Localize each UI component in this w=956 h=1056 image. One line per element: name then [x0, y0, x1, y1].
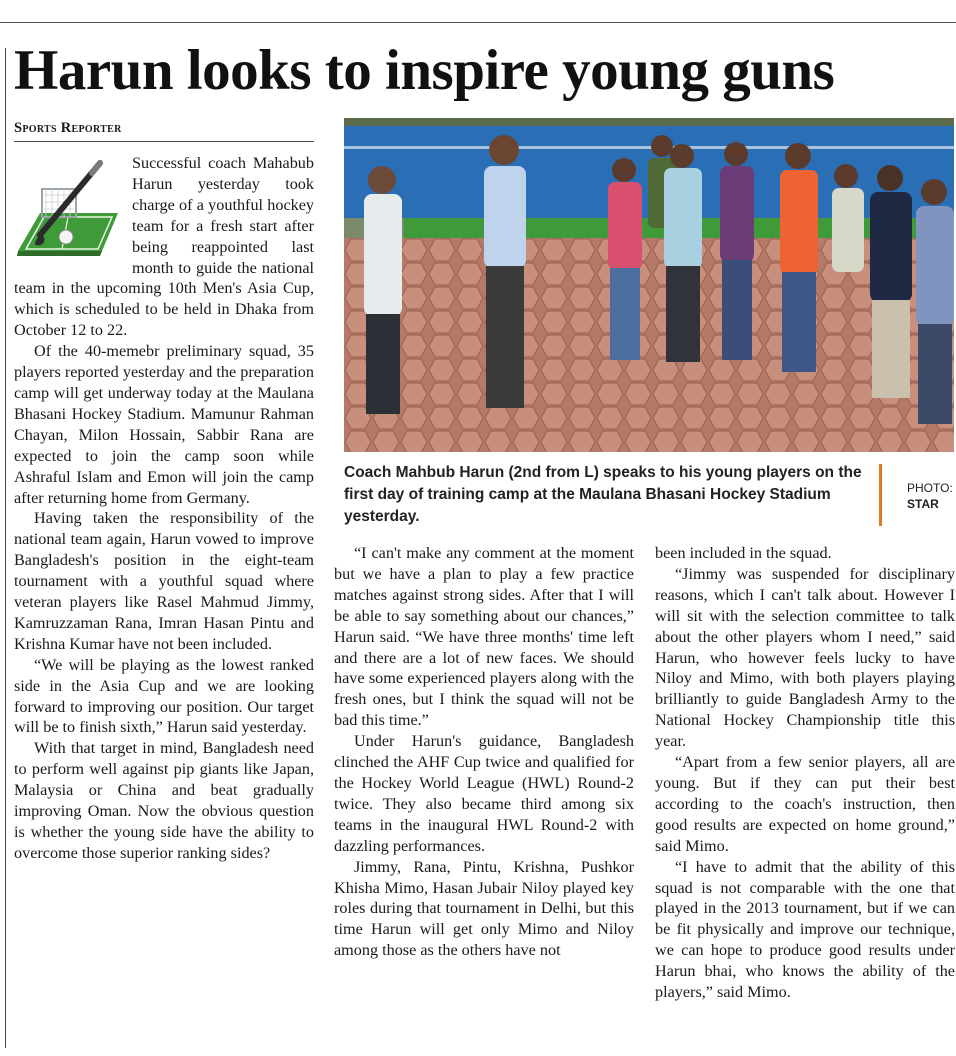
- paragraph: been included in the squad.: [655, 544, 832, 562]
- paragraph: Jimmy, Rana, Pintu, Krishna, Pushkor Khisha Mimo, Hasan Jubair Niloy played key roles during that tournament in Delhi, but this time Harun will get only Mimo and Niloy among those as the others have not: [334, 857, 634, 960]
- photo-credit-label: PHOTO:: [907, 481, 953, 495]
- paragraph: “I have to admit that the ability of this squad is not comparable with the one that played in the 2013 tournament, but if we can be fit physically and improve our technique, we can hope to produce good results under Harun bhai, who knows the ability of the players,” said Mimo.: [655, 857, 955, 1002]
- left-column-rule: [5, 48, 6, 1048]
- paragraph: “We will be playing as the lowest ranked side in the Asia Cup and we are looking forward to improving our position. Our target will be to finish sixth,” Harun said yesterday.: [14, 655, 314, 737]
- field-hockey-stick-ball-icon: [14, 155, 122, 261]
- photo-credit: [907, 480, 953, 512]
- article-column-2: [334, 543, 634, 961]
- headline: Harun looks to inspire young guns: [14, 39, 835, 102]
- paragraph: “Jimmy was suspended for disciplinary reasons, which I can't talk about. However I will sit with the selection committee to talk about the other players whom I need,” said Harun, who however feels lucky to have Niloy and Mimo, with both players playing brilliantly to guide Bangladesh Army to the National Hockey Championship title this year.: [655, 564, 955, 751]
- article-column-1: [14, 153, 314, 864]
- paragraph: Of the 40-memebr preliminary squad, 35 players reported yesterday and the preparation camp will get underway today at the Maulana Bhasani Hockey Stadium. Mamunur Rahman Chayan, Milon Hossain, Sabbir Rana are expected to join the camp soon while Ashraful Islam and Emon will join the camp after returning home from Germany.: [14, 342, 314, 507]
- article-column-3: [655, 543, 955, 1003]
- paragraph: “Apart from a few senior players, all are young. But if they can put their best according to the coach's instruction, then good results are expected on home ground,” said Mimo.: [655, 753, 955, 855]
- paragraph: Under Harun's guidance, Bangladesh clinched the AHF Cup twice and qualified for the Hockey World League (HWL) Round-2 twice. They also became third among six teams in the inaugural HWL Round-2 with dazzling performances.: [334, 732, 634, 855]
- paragraph: With that target in mind, Bangladesh need to perform well against pip giants like Japan, Malaysia or China and beat gradually improving Oman. Now the obvious question is whether the young side have the ability to overcome those superior ranking sides?: [14, 739, 314, 862]
- credit-bar: [879, 464, 882, 526]
- team-photo: [344, 118, 954, 452]
- byline: Sports Reporter: [14, 120, 122, 136]
- byline-rule: [14, 141, 314, 142]
- paragraph: Having taken the responsibility of the national team again, Harun vowed to improve Bangladesh's position in the eight-team tournament with a youthful squad where veteran players like Rasel Mahmud Jimmy, Kamruzzaman Rana, Imran Hasan Pintu and Krishna Kumar have not been included.: [14, 509, 314, 653]
- photo-credit-source: STAR: [907, 497, 939, 511]
- top-rule: [0, 22, 956, 23]
- paragraph: Successful coach Mahabub Harun yesterday took charge of a youthful hockey team for a fresh start after being reappointed last month to guide the national team in the upcoming 10th Men's Asia Cup, which is scheduled to be held in Dhaka from October 12 to 22.: [14, 154, 314, 340]
- photo-caption: Coach Mahbub Harun (2nd from L) speaks to his young players on the first day of training camp at the Maulana Bhasani Hockey Stadium yesterday.: [344, 464, 862, 525]
- paragraph: “I can't make any comment at the moment but we have a plan to play a few practice matches against strong sides. After that I will be able to say something about our chances,” Harun said. “We have three months' time left and there are a lot of new faces. We should have some experienced players along with the fresh ones, but I think the squad will not be bad this time.”: [334, 544, 634, 730]
